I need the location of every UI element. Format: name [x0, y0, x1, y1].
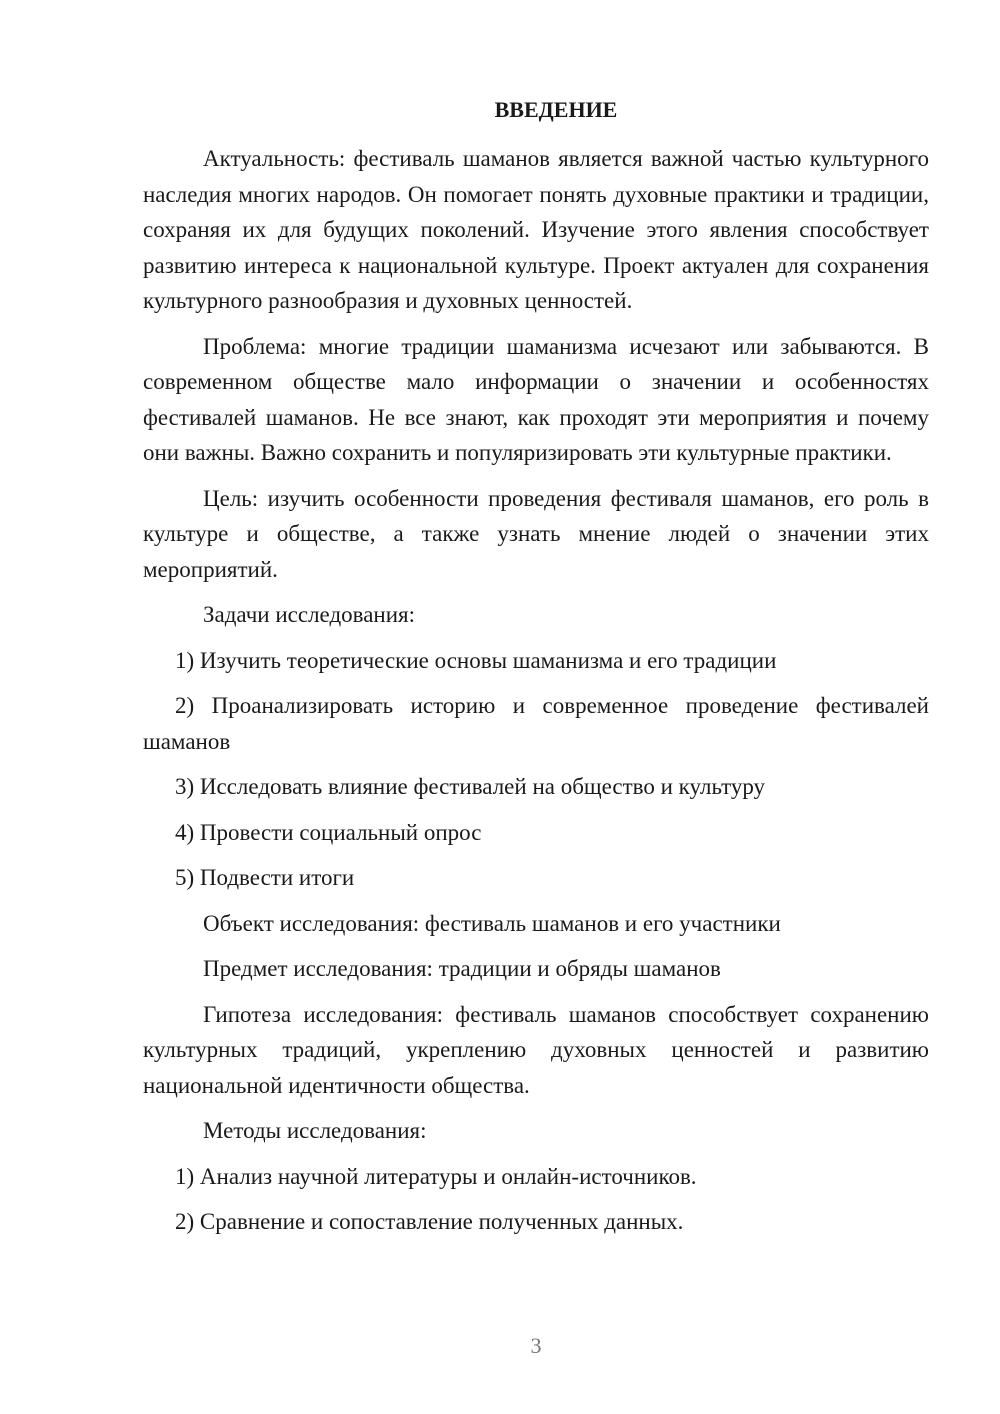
- method-item: 2) Сравнение и сопоставление полученных данных.: [175, 1209, 684, 1234]
- task-item: 3) Исследовать влияние фестивалей на общество и культуру: [175, 774, 766, 799]
- goal-paragraph: Цель: изучить особенности проведения фестиваля шаманов, его роль в культуре и обществе, а также узнать мнение людей о значении этих мероприятий.: [143, 485, 929, 582]
- relevance-paragraph: Актуальность: фестиваль шаманов является важной частью культурного наследия многих народов. Он помогает понять духовные практики и традиции, сохраняя их для будущих поколений. Изучение этого явления способствует развитию интереса к национальной культуре. Проект актуален для сохранения культурного разнообразия и духовных ценностей.: [143, 146, 929, 313]
- document-body: [143, 92, 929, 1240]
- task-item: 1) Изучить теоретические основы шаманизма и его традиции: [175, 647, 777, 673]
- problem-paragraph: Проблема: многие традиции шаманизма исчезают или забываются. В современном обществе мало информации о значении и особенностях фестивалей шаманов. Не все знают, как проходят эти мероприятия и почему они важны. Важно сохранить и популяризировать эти культурные практики.: [143, 333, 929, 465]
- research-subject: Предмет исследования: традиции и обряды шаманов: [203, 956, 721, 981]
- method-item: 1) Анализ научной литературы и онлайн-источников.: [175, 1163, 697, 1189]
- research-object: Объект исследования: фестиваль шаманов и его участники: [203, 910, 781, 936]
- task-item: 4) Провести социальный опрос: [175, 819, 482, 845]
- page-title: ВВЕДЕНИЕ: [494, 97, 618, 122]
- research-hypothesis: Гипотеза исследования: фестиваль шаманов способствует сохранению культурных традиций, укреплению духовных ценностей и развитию национальной идентичности общества.: [143, 1001, 929, 1098]
- tasks-heading: Задачи исследования:: [203, 602, 416, 627]
- methods-heading: Методы исследования:: [203, 1118, 427, 1143]
- task-item: 5) Подвести итоги: [175, 865, 355, 890]
- page-number: 3: [530, 1333, 542, 1358]
- task-item: 2) Проанализировать историю и современное проведение фестивалей шаманов: [143, 693, 929, 754]
